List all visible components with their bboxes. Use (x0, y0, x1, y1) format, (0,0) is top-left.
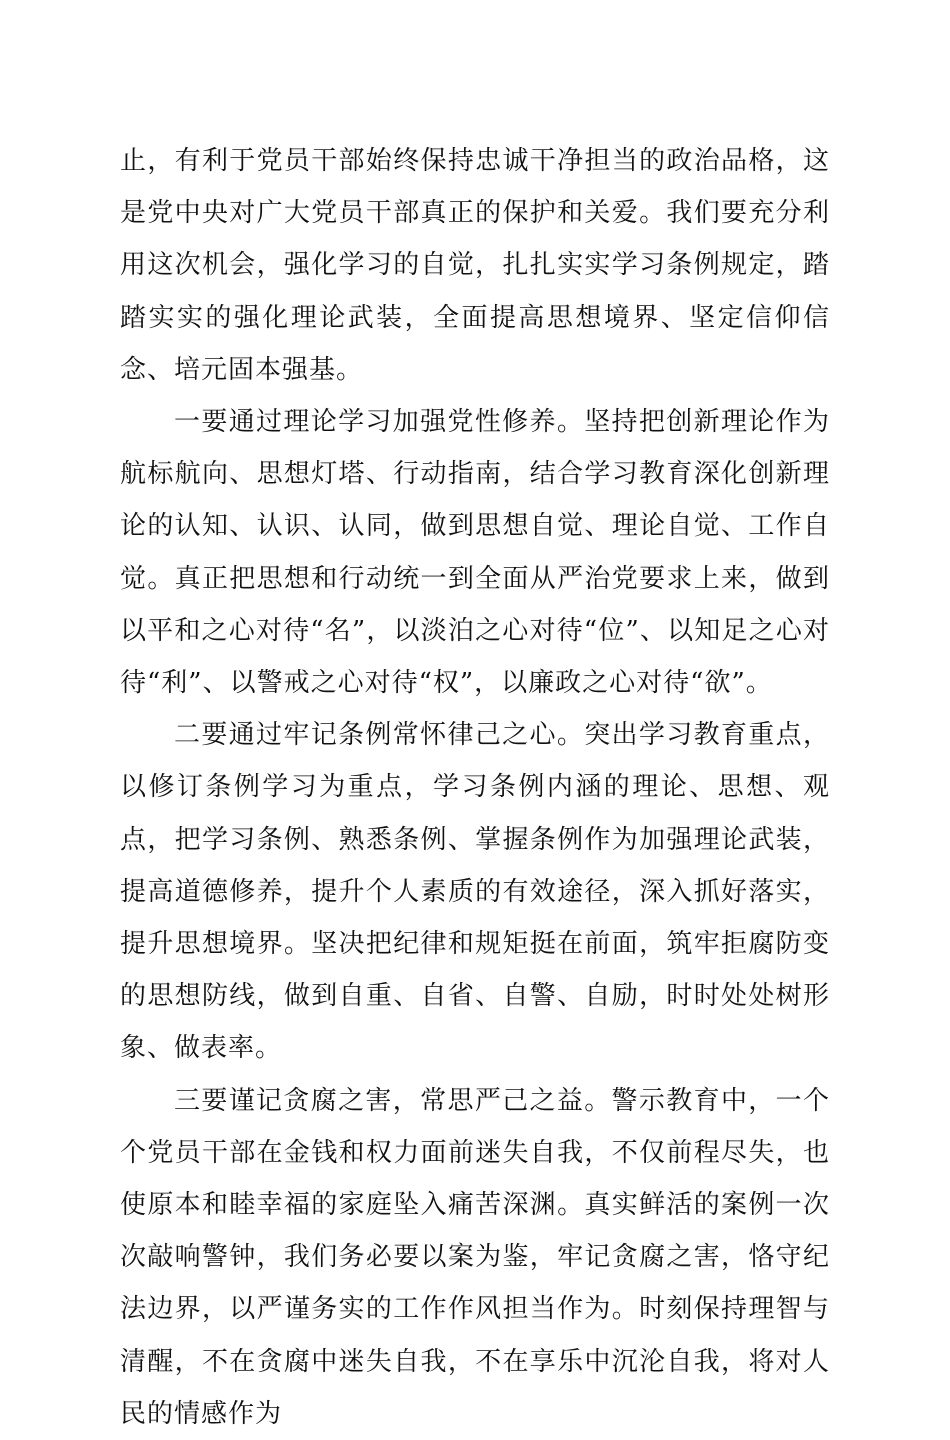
paragraph-point-three: 三要谨记贪腐之害，常思严己之益。警示教育中，一个个党员干部在金钱和权力面前迷失自我，不仅前程尽失，也使原本和睦幸福的家庭坠入痛苦深渊。真实鲜活的案例一次次敲响警钟，我们务必要以案为鉴，牢记贪腐之害，恪守纪法边界，以严谨务实的工作作风担当作为。时刻保持理智与清醒，不在贪腐中迷失自我，不在享乐中沉沦自我，将对人民的情感作为 (120, 1085, 830, 1429)
paragraph-point-one: 一要通过理论学习加强党性修养。坚持把创新理论作为航标航向、思想灯塔、行动指南，结合学习教育深化创新理论的认知、认识、认同，做到思想自觉、理论自觉、工作自觉。真正把思想和行动统一到全面从严治党要求上来，做到以平和之心对待“名”，以淡泊之心对待“位”、以知足之心对待“利”、以警戒之心对待“权”，以廉政之心对待“欲”。 (120, 407, 830, 699)
document-body (120, 135, 830, 1440)
paragraph-point-two: 二要通过牢记条例常怀律己之心。突出学习教育重点，以修订条例学习为重点，学习条例内涵的理论、思想、观点，把学习条例、熟悉条例、掌握条例作为加强理论武装，提高道德修养，提升个人素质的有效途径，深入抓好落实，提升思想境界。坚决把纪律和规矩挺在前面，筑牢拒腐防变的思想防线，做到自重、自省、自警、自励，时时处处树形象、做表率。 (120, 720, 830, 1064)
paragraph-continuation: 止，有利于党员干部始终保持忠诚干净担当的政治品格，这是党中央对广大党员干部真正的保护和关爱。我们要充分利用这次机会，强化学习的自觉，扎扎实实学习条例规定，踏踏实实的强化理论武装，全面提高思想境界、坚定信仰信念、培元固本强基。 (120, 146, 830, 385)
